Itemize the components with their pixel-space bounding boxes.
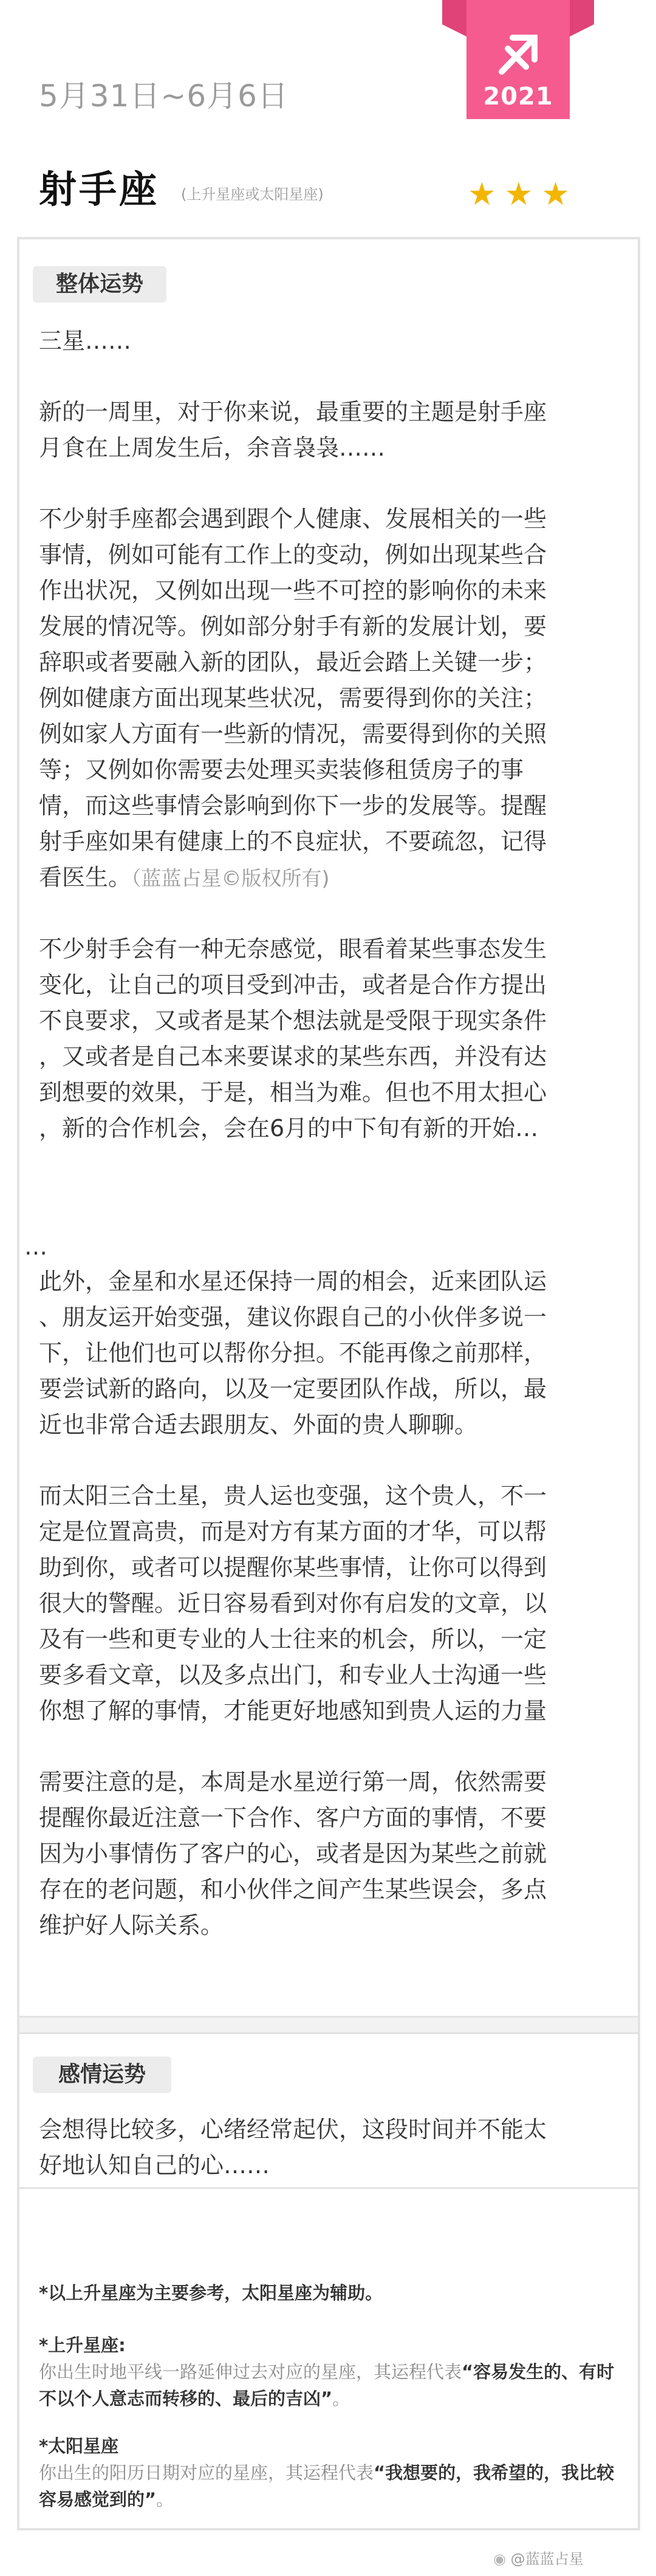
note-sun-end: 。	[156, 2489, 174, 2510]
overall-p3-text: 不少射手座都会遇到跟个人健康、发展相关的一些 事情，例如可能有工作上的变动，例如出现某些合 作出状况，又例如出现一些不可控的影响你的未来 发展的情况等。例如部分射手有新的发展计划，要 辞职或者要融入新的团队，最近会踏上关键一步； 例如健康方面出现某些状况，需要得到你的关注； 例如家人方面有一些新的情况，需要得到你的关照 等；又例如你需要去处理买卖装修租赁房子的事 情，而这些事情会影响到你下一步的发展等。提醒 射手座如果有健康上的不良症状，不要疏忽，记得 看医生。	[39, 505, 547, 891]
love-p1: 会想得比较多，心绪经常起伏，这段时间并不能太 好地认知自己的心……	[39, 2116, 547, 2179]
section-tag-overall: 整体运势	[33, 266, 166, 303]
note-rising-end: 。	[332, 2388, 350, 2409]
note-rising-text: 你出生时地平线一路延伸过去对应的星座，其运程代表	[39, 2362, 462, 2382]
weibo-icon: ◉	[493, 2550, 506, 2567]
section-tag-love: 感情运势	[33, 2057, 171, 2093]
overall-p1: 三星……	[39, 327, 132, 354]
section-divider	[19, 2016, 638, 2034]
note-rising	[39, 2332, 622, 2412]
overall-p7: 需要注意的是，本周是水星逆行第一周，依然需要 提醒你最近注意一下合作、客户方面的事情，不要 因为小事情伤了客户的心，或者是因为某些之前就 存在的老问题，和小伙伴之间产生某些误会，多点 维护好人际关系。	[39, 1769, 547, 1939]
overall-p4-tail: …	[24, 1233, 47, 1260]
year-badge	[442, 0, 594, 119]
note-sun-text: 你出生的阳历日期对应的星座，其运程代表	[39, 2462, 374, 2483]
note-rising-head: *上升星座:	[39, 2335, 126, 2355]
note-sun-head: *太阳星座	[39, 2436, 119, 2456]
overall-content	[39, 323, 622, 1146]
note-rising-body	[39, 2358, 622, 2412]
overall-p4: 不少射手会有一种无奈感觉，眼看着某些事态发生 变化，让自己的项目受到冲击，或者是合作方提出 不良要求，又或者是某个想法就是受限于现实条件 ，又或者是自己本来要谋求的某些东西，并没有达 到想要的效果，于是，相当为难。但也不用太担心 ，新的合作机会，会在6月的中下旬有新的开始…	[39, 936, 547, 1142]
badge-year: 2021	[483, 83, 553, 111]
watermark	[493, 2547, 584, 2568]
overall-p2: 新的一周里，对于你来说，最重要的主题是射手座 月食在上周发生后，余音袅袅……	[39, 399, 547, 461]
note-sun-quote: “我想要的，我希望的，我比较容易感觉到的”	[39, 2462, 615, 2510]
notes-divider	[19, 2187, 638, 2189]
overall-p3	[39, 501, 622, 896]
date-range: 5月31日~6月6日	[39, 78, 289, 114]
sign-subtitle: (上升星座或太阳星座)	[181, 186, 324, 203]
watermark-name: 蓝蓝占星	[525, 2550, 584, 2567]
note-main	[39, 2280, 622, 2306]
watermark-at: @	[510, 2550, 525, 2567]
overall-p6: 而太阳三合土星，贵人运也变强，这个贵人，不一 定是位置高贵，而是对方有某方面的才华，可以帮 助到你，或者可以提醒你某些事情，让你可以得到 很大的警醒。近日容易看到对你有启发的文章，以 及有一些和更专业的人士往来的机会，所以，一定 要多看文章，以及多点出门，和专业人士沟通一些 你想了解的事情，才能更好地感知到贵人运的力量	[39, 1482, 547, 1724]
love-content	[39, 2112, 622, 2184]
note-sun	[39, 2433, 622, 2513]
sign-title: 射手座	[39, 167, 160, 211]
note-main-text: *以上升星座为主要参考，太阳星座为辅助。	[39, 2283, 383, 2303]
overall-content-2	[39, 1264, 622, 1944]
rating-stars: ★★★	[468, 176, 578, 213]
overall-p5: 此外，金星和水星还保持一周的相会，近来团队运 、朋友运开始变强，建议你跟自己的小伙伴多说一 下，让他们也可以帮你分担。不能再像之前那样， 要尝试新的路向，以及一定要团队作战，所以，最 近也非常合适去跟朋友、外面的贵人聊聊。	[39, 1268, 547, 1438]
copyright-note: （蓝蓝占星©版权所有)	[131, 866, 330, 890]
note-sun-body	[39, 2459, 622, 2513]
note-rising-quote: “容易发生的、有时不以个人意志而转移的、最后的吉凶”	[39, 2362, 615, 2409]
